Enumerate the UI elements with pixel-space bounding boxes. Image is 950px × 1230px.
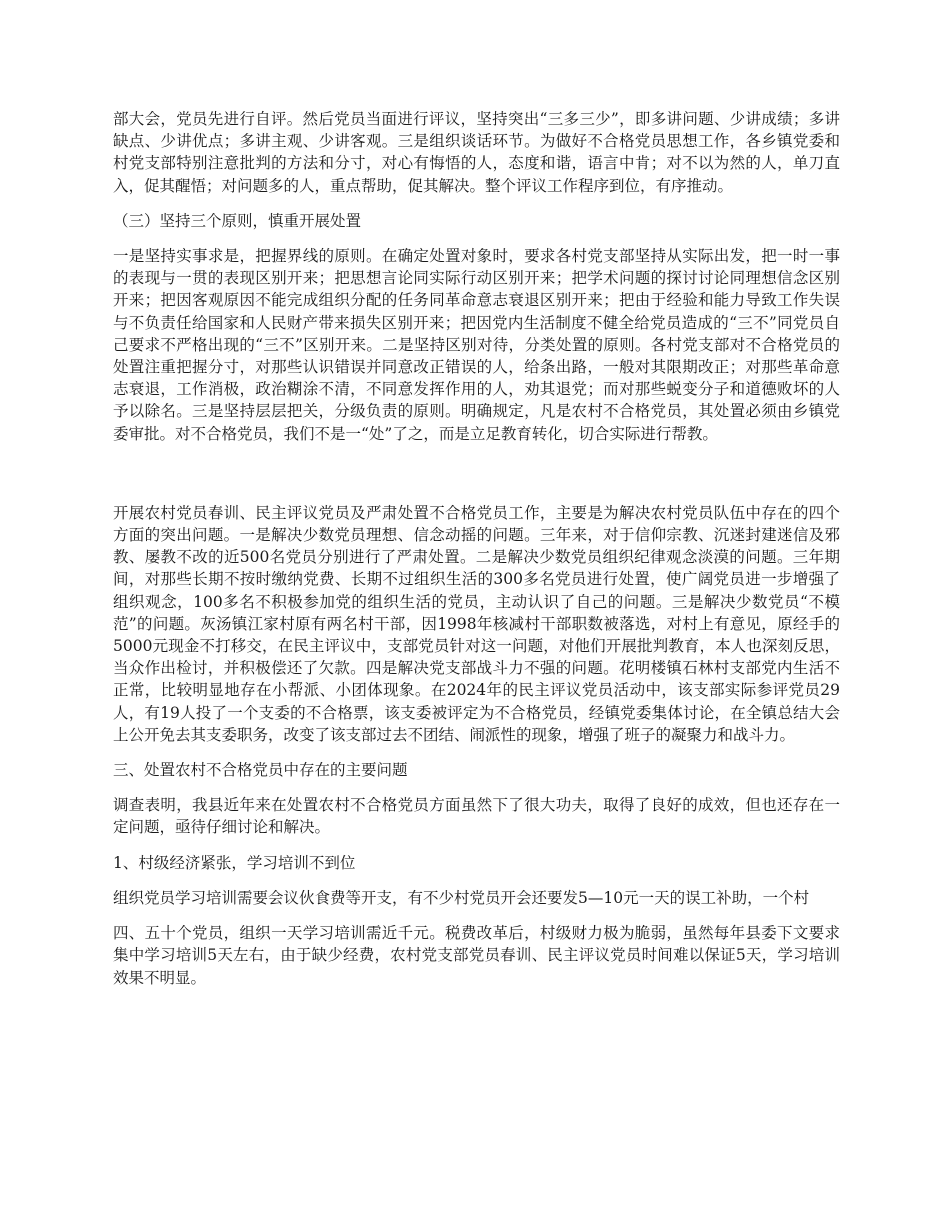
section-gap xyxy=(113,458,840,502)
paragraph-survey: 调查表明，我县近年来在处置农村不合格党员方面虽然下了很大功夫，取得了良好的成效，但也还存在一定问题，亟待仔细讨论和解决。 xyxy=(113,796,840,837)
document-body xyxy=(113,108,840,1002)
heading-three-principles: （三）坚持三个原则，慎重开展处置 xyxy=(113,211,362,230)
paragraph-training-time: 四、五十个党员，组织一天学习培训需近千元。税费改革后，村级财力极为脆弱，虽然每年县委下文要求集中学习培训5天左右，由于缺少经费，农村党支部党员春训、民主评议党员时间难以保证5天，学习培训效果不明显。 xyxy=(113,924,840,987)
paragraph-principles: 一是坚持实事求是，把握界线的原则。在确定处置对象时，要求各村党支部坚持从实际出发，把一时一事的表现与一贯的表现区别开来；把思想言论同实际行动区别开来；把学术问题的探讨讨论同理想信念区别开来；把因客观原因不能完成组织分配的任务同革命意志衰退区别开来；把由于经验和能力导致工作失误与不负责任给国家和人民财产带来损失区别开来；把因党内生活制度不健全给党员造成的“三不”同党员自己要求不严格出现的“三不”区别开来。二是坚持区别对待，分类处置的原则。各村党支部对不合格党员的处置注重把握分寸，对那些认识错误并同意改正错误的人，给条出路，一般对其限期改正；对那些革命意志衰退，工作消极，政治糊涂不清，不同意发挥作用的人，劝其退党；而对那些蜕变分子和道德败坏的人予以除名。三是坚持层层把关，分级负责的原则。明确规定，凡是农村不合格党员，其处置必须由乡镇党委审批。对不合格党员，我们不是一“处”了之，而是立足教育转化，切合实际进行帮教。 xyxy=(113,247,840,443)
paragraph-self-evaluation: 部大会，党员先进行自评。然后党员当面进行评议，坚持突出“三多三少”，即多讲问题、少讲成绩；多讲缺点、少讲优点；多讲主观、少讲客观。三是组织谈话环节。为做好不合格党员思想工作，各乡镇党委和村党支部特别注意批判的方法和分寸，对心有悔悟的人，态度和谐，语言中肯；对不以为然的人，单刀直入，促其醒悟；对问题多的人，重点帮助，促其解决。整个评议工作程序到位，有序推动。 xyxy=(113,110,840,195)
paragraph-training-cost: 组织党员学习培训需要会议伙食费等开支，有不少村党员开会还要发5—10元一天的误工补助，一个村 xyxy=(113,888,810,907)
paragraph-four-problems: 开展农村党员春训、民主评议党员及严肃处置不合格党员工作，主要是为解决农村党员队伍中存在的四个方面的突出问题。一是解决少数党员理想、信念动摇的问题。三年来，对于信仰宗教、沉迷封建迷信及邪教、屡教不改的近500名党员分别进行了严肃处置。二是解决少数党员组织纪律观念淡漠的问题。三年期间，对那些长期不按时缴纳党费、长期不过组织生活的300多名党员进行处置，使广阔党员进一步增强了组织观念，100多名不积极参加党的组织生活的党员，主动认识了自己的问题。三是解决少数党员“不模范”的问题。灰汤镇江家村原有两名村干部，因1998年核减村干部职数被落选，对村上有意见，原经手的5000元现金不打移交，在民主评议中，支部党员针对这一问题，对他们开展批判教育，本人也深刻反思，当众作出检讨，并积极偿还了欠款。四是解决党支部战斗力不强的问题。花明楼镇石林村支部党内生活不正常，比较明显地存在小帮派、小团体现象。在2024年的民主评议党员活动中，该支部实际参评党员29人，有19人投了一个支委的不合格票，该支委被评定为不合格党员，经镇党委集体讨论，在全镇总结大会上公开免去其支委职务，改变了该支部过去不团结、闹派性的现象，增强了班子的凝聚力和战斗力。 xyxy=(113,503,840,744)
heading-main-problems: 三、处置农村不合格党员中存在的主要问题 xyxy=(113,761,408,780)
heading-village-economy: 1、村级经济紧张，学习培训不到位 xyxy=(113,853,356,872)
